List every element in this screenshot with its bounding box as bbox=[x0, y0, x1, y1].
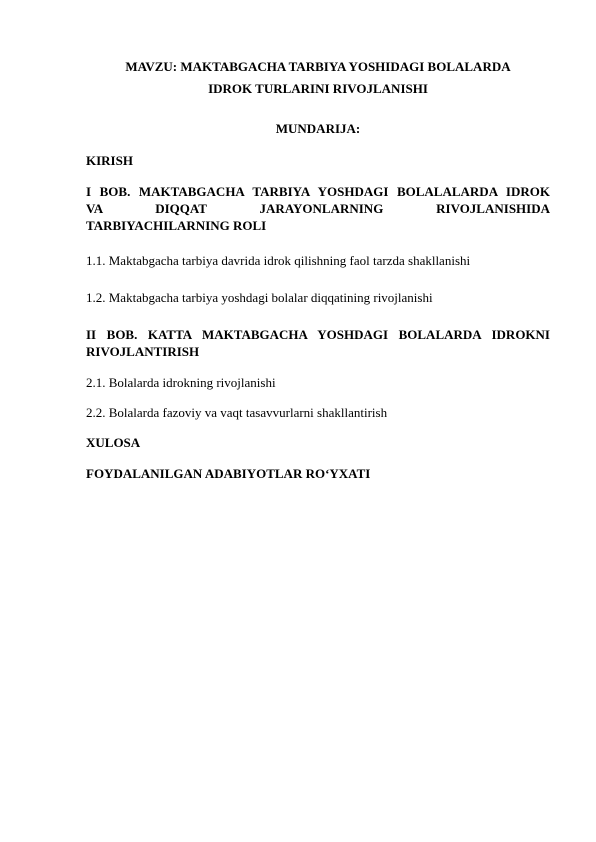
toc-entry-chapter-1-line-2: VA DIQQAT JARAYONLARNING RIVOJLANISHIDA bbox=[86, 201, 550, 216]
toc-entry-chapter-2-line-2: RIVOJLANTIRISH bbox=[86, 344, 200, 359]
document-title-line-1: MAVZU: MAKTABGACHA TARBIYA YOSHIDAGI BOLALARDA bbox=[125, 59, 511, 74]
toc-entry-chapter-1 bbox=[86, 183, 550, 234]
contents-heading: MUNDARIJA: bbox=[275, 121, 361, 136]
toc-entry-introduction: KIRISH bbox=[86, 153, 133, 168]
toc-entry-chapter-1-line-3: TARBIYACHILARNING ROLI bbox=[86, 218, 267, 233]
toc-entry-references: FOYDALANILGAN ADABIYOTLAR RO‘YXATI bbox=[86, 466, 371, 481]
toc-entry-section-2-2: 2.2. Bolalarda fazoviy va vaqt tasavvurlarni shakllantirish bbox=[86, 405, 388, 420]
toc-entry-chapter-1-line-1: I BOB. MAKTABGACHA TARBIYA YOSHDAGI BOLALALARDA IDROK bbox=[86, 184, 550, 199]
toc-entry-section-1-1: 1.1. Maktabgacha tarbiya davrida idrok qilishning faol tarzda shakllanishi bbox=[86, 253, 471, 268]
toc-entry-chapter-2 bbox=[86, 326, 550, 360]
document-title-line-2: IDROK TURLARINI RIVOJLANISHI bbox=[208, 81, 428, 96]
toc-entry-section-1-2: 1.2. Maktabgacha tarbiya yoshdagi bolalar diqqatining rivojlanishi bbox=[86, 290, 433, 305]
toc-entry-conclusion: XULOSA bbox=[86, 435, 141, 450]
toc-entry-section-2-1: 2.1. Bolalarda idrokning rivojlanishi bbox=[86, 375, 276, 390]
toc-entry-chapter-2-line-1: II BOB. KATTA MAKTABGACHA YOSHDAGI BOLALARDA IDROKNI bbox=[86, 327, 550, 342]
